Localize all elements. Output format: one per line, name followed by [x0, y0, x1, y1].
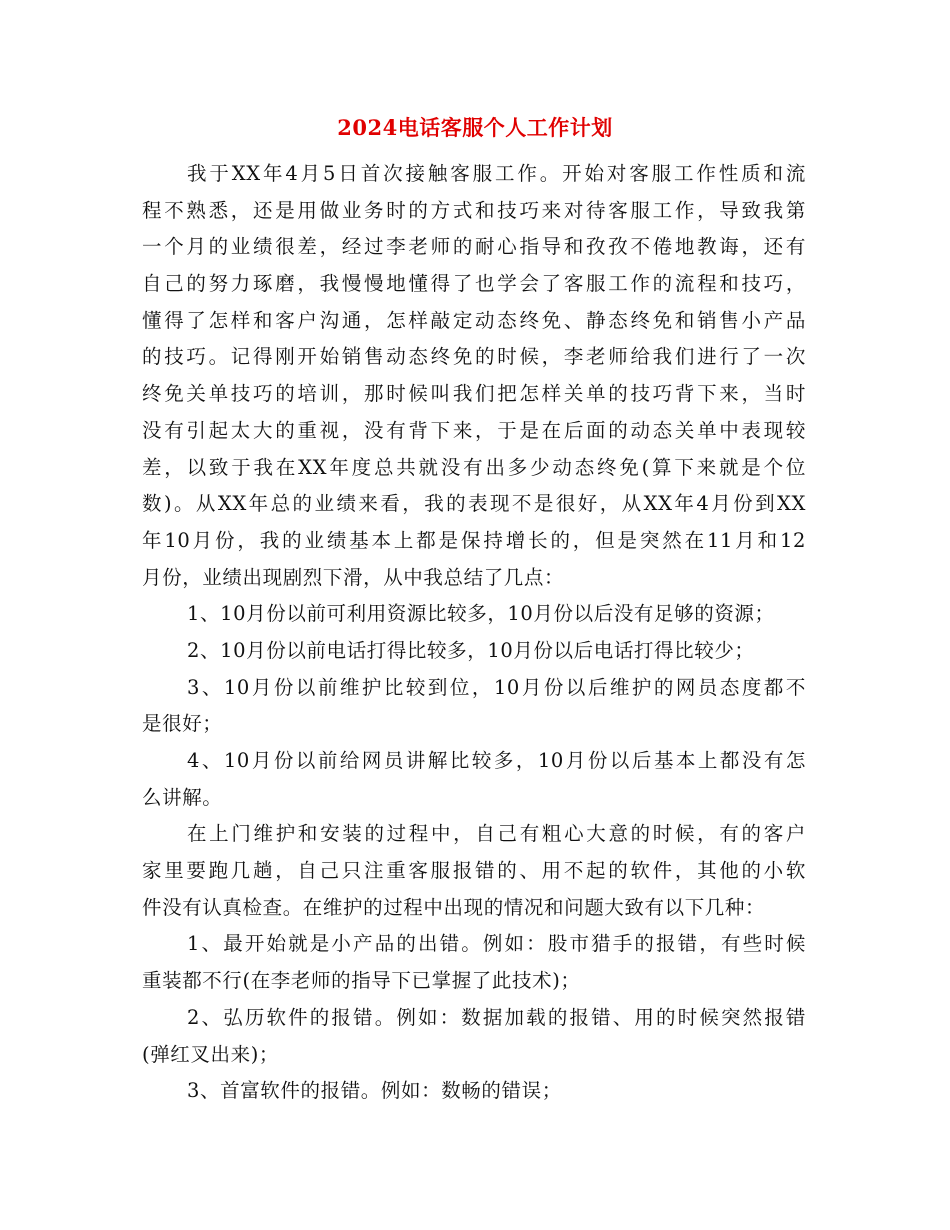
paragraph-line: 终免关单技巧的培训，那时候叫我们把怎样关单的技巧背下来，当时	[142, 382, 806, 406]
document-body	[142, 156, 806, 1110]
document-title: 2024电话客服个人工作计划	[337, 115, 613, 140]
paragraph-line: 重装都不行(在李老师的指导下已掌握了此技术)；	[142, 969, 581, 993]
paragraph-line: 1、10月份以前可利用资源比较多，10月份以后没有足够的资源；	[187, 602, 775, 626]
paragraph-line: 件没有认真检查。在维护的过程中出现的情况和问题大致有以下几种：	[142, 895, 766, 919]
paragraph-line: 程不熟悉，还是用做业务时的方式和技巧来对待客服工作，导致我第	[142, 198, 806, 222]
paragraph-line: 差，以致于我在XX年度总共就没有出多少动态终免(算下来就是个位	[142, 455, 806, 479]
paragraph-line: 数)。从XX年总的业绩来看，我的表现不是很好，从XX年4月份到XX	[142, 492, 806, 516]
paragraph-line: 年10月份，我的业绩基本上都是保持增长的，但是突然在11月和12	[142, 528, 806, 552]
paragraph-line: 是很好；	[142, 712, 223, 736]
paragraph-line: 自己的努力琢磨，我慢慢地懂得了也学会了客服工作的流程和技巧，	[142, 272, 806, 296]
paragraph-line: 没有引起太大的重视，没有背下来，于是在后面的动态关单中表现较	[142, 418, 806, 442]
paragraph-line: (弹红叉出来)；	[142, 1042, 280, 1066]
paragraph-line: 一个月的业绩很差，经过李老师的耐心指导和孜孜不倦地教诲，还有	[142, 235, 806, 259]
paragraph-line: 4、10月份以前给网员讲解比较多，10月份以后基本上都没有怎	[187, 749, 806, 772]
paragraph-line: 懂得了怎样和客户沟通，怎样敲定动态终免、静态终免和销售小产品	[142, 308, 806, 332]
paragraph-line: 么讲解。	[142, 785, 223, 809]
paragraph-line: 的技巧。记得刚开始销售动态终免的时候，李老师给我们进行了一次	[142, 345, 806, 369]
paragraph-line: 我于XX年4月5日首次接触客服工作。开始对客服工作性质和流	[187, 162, 806, 185]
paragraph-line: 2、弘历软件的报错。例如：数据加载的报错、用的时候突然报错	[187, 1005, 806, 1029]
paragraph-line: 1、最开始就是小产品的出错。例如：股市猎手的报错，有些时候	[187, 932, 806, 956]
paragraph-line: 在上门维护和安装的过程中，自己有粗心大意的时候，有的客户	[187, 822, 806, 846]
paragraph-line: 家里要跑几趟，自己只注重客服报错的、用不起的软件，其他的小软	[142, 859, 806, 883]
paragraph-line: 月份，业绩出现剧烈下滑，从中我总结了几点：	[142, 565, 565, 589]
paragraph-line: 3、首富软件的报错。例如：数畅的错误；	[187, 1079, 562, 1103]
paragraph-line: 2、10月份以前电话打得比较多，10月份以后电话打得比较少；	[187, 638, 755, 662]
paragraph-line: 3、10月份以前维护比较到位，10月份以后维护的网员态度都不	[187, 675, 806, 699]
